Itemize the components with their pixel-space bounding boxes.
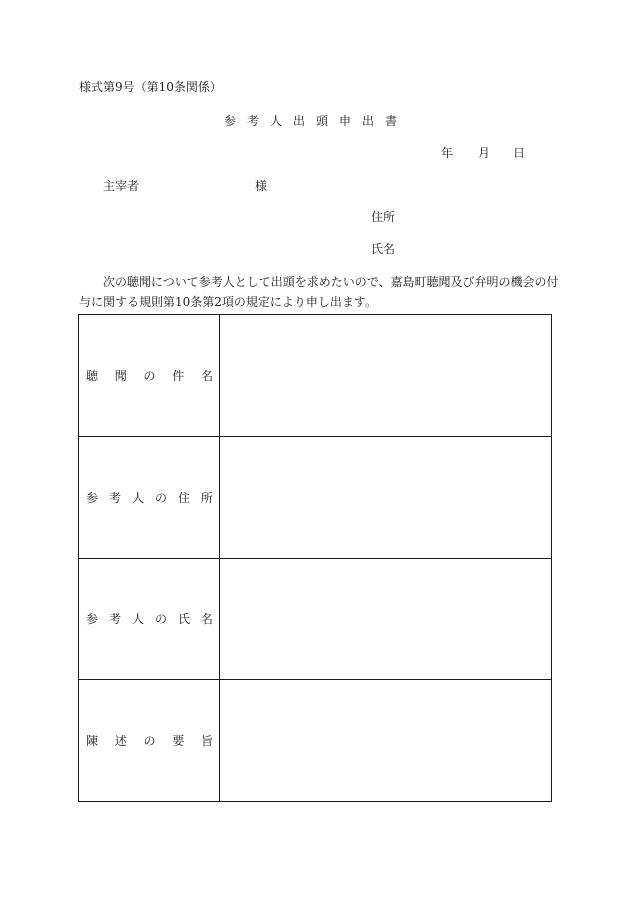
row-label-cell — [79, 315, 220, 437]
row-label — [79, 489, 219, 506]
label-char: 氏 — [177, 612, 190, 627]
document-title: 参考人出頭申出書 — [224, 114, 409, 128]
witness-name-field[interactable] — [220, 558, 552, 680]
row-label — [79, 367, 219, 384]
date-year-label: 年 — [441, 146, 454, 160]
statement-summary-field[interactable] — [220, 680, 552, 802]
row-label-cell — [79, 436, 220, 558]
label-char: 陳 — [86, 734, 99, 749]
label-char: の — [143, 734, 156, 749]
label-char: 参 — [86, 612, 99, 627]
label-char: 要 — [172, 734, 185, 749]
body-paragraph: 次の聴聞について参考人として出頭を求めたいので、嘉島町聴聞及び弁明の機会の付与に関する規則第10条第2項の規定により申し出ます。 — [79, 275, 559, 309]
label-char: 名 — [200, 612, 213, 627]
label-char: 考 — [108, 612, 121, 627]
recipient-label: 主宰者 — [103, 179, 140, 193]
label-char: 名 — [200, 368, 213, 383]
label-char: 聞 — [114, 368, 127, 383]
date-month-label: 月 — [478, 146, 491, 160]
date-day-label: 日 — [513, 146, 526, 160]
table-row — [79, 315, 552, 437]
witness-address-field[interactable] — [220, 436, 552, 558]
label-char: 旨 — [200, 734, 213, 749]
label-char: 人 — [131, 612, 144, 627]
applicant-name-label: 氏名 — [371, 242, 396, 256]
row-label-cell — [79, 558, 220, 680]
label-char: 所 — [200, 490, 213, 505]
table-row — [79, 436, 552, 558]
table-row — [79, 680, 552, 802]
recipient-suffix: 様 — [255, 179, 268, 193]
label-char: の — [154, 612, 167, 627]
application-table — [78, 314, 552, 802]
row-label — [79, 610, 219, 627]
label-char: 聴 — [86, 368, 99, 383]
table-row — [79, 558, 552, 680]
row-label — [79, 732, 219, 749]
label-char: 参 — [86, 490, 99, 505]
label-char: 住 — [177, 490, 190, 505]
label-char: の — [154, 490, 167, 505]
label-char: 考 — [108, 490, 121, 505]
row-label-cell — [79, 680, 220, 802]
label-char: 件 — [172, 368, 185, 383]
label-char: 述 — [114, 734, 127, 749]
hearing-subject-field[interactable] — [220, 315, 552, 437]
form-number: 様式第9号（第10条関係） — [79, 80, 222, 94]
label-char: の — [143, 368, 156, 383]
label-char: 人 — [131, 490, 144, 505]
applicant-address-label: 住所 — [371, 210, 396, 224]
